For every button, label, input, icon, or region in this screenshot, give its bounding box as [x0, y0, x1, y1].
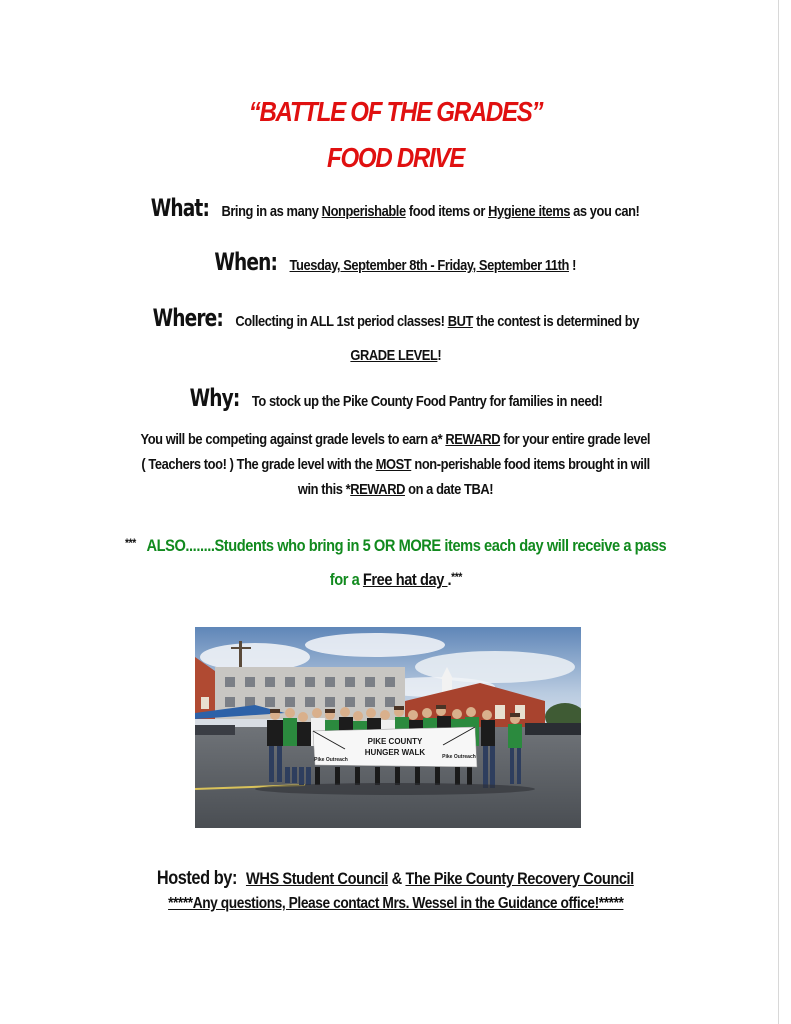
org-pike-county-recovery-council: The Pike County Recovery Council [405, 869, 634, 888]
competition-line-2 [0, 456, 791, 474]
hunger-walk-photo [195, 627, 581, 828]
most-word: MOST [375, 456, 412, 473]
competition-text-3a: win this * [297, 481, 351, 498]
nonperishable-link: Nonperishable [322, 203, 407, 220]
also-text: Students who bring in 5 OR MORE items each day will receive a pass [214, 536, 667, 555]
why-row [0, 384, 791, 412]
competition-text-3b: on a date TBA! [404, 481, 494, 498]
competition-text-2a: ( Teachers too! ) The grade level with the [141, 456, 376, 473]
banner-line-2: HUNGER WALK [364, 748, 426, 757]
why-text: To stock up the Pike County Food Pantry for families in need! [251, 393, 602, 410]
also-word: ALSO........ [146, 536, 215, 555]
when-label: When: [214, 248, 278, 276]
also-line-1 [0, 536, 791, 556]
contact-text: *****Any questions, Please contact Mrs. Wessel in the Guidance office!***** [167, 895, 624, 912]
reward-word-2: REWARD [350, 481, 405, 498]
where-label: Where: [152, 304, 223, 332]
competition-text-1a: You will be competing against grade levels to earn a* [140, 431, 446, 448]
hunger-walk-banner [313, 727, 477, 767]
when-row [0, 248, 791, 276]
competition-line-3 [0, 481, 791, 499]
why-label: Why: [189, 384, 239, 412]
org-whs-student-council: WHS Student Council [246, 869, 389, 888]
grade-level-word: GRADE LEVEL [350, 347, 438, 364]
when-dates: Tuesday, September 8th - Friday, September 11th [289, 257, 570, 274]
hosted-label: Hosted by: [157, 868, 238, 889]
hat-day-period: . [447, 570, 451, 589]
banner-side-right: Pike Outreach [442, 754, 476, 760]
hygiene-items-link: Hygiene items [488, 203, 571, 220]
stars-left: *** [124, 536, 136, 550]
when-end: ! [569, 257, 577, 274]
banner-line-1: PIKE COUNTY [367, 737, 423, 746]
competition-text-2b: non-perishable food items brought in will [411, 456, 650, 473]
what-text-2: food items or [406, 203, 489, 220]
contact-row [0, 895, 791, 913]
where-row [0, 304, 791, 332]
stars-right: *** [450, 570, 462, 584]
grade-level-row [0, 347, 791, 365]
where-text-2: the contest is determined by [472, 313, 639, 330]
banner-side-left: Pike Outreach [314, 757, 348, 763]
where-text-1: Collecting in ALL 1st period classes! [235, 313, 448, 330]
what-text-1: Bring in as many [221, 203, 323, 220]
what-row [0, 194, 791, 222]
title-line-2: FOOD DRIVE [327, 142, 464, 173]
hosted-row [0, 868, 791, 890]
free-hat-day: Free hat day [362, 570, 448, 589]
reward-word-1: REWARD [445, 431, 501, 448]
grade-level-end: ! [437, 347, 441, 364]
but-word: BUT [447, 313, 473, 330]
also-line-2 [0, 570, 791, 590]
title-line-1: “BATTLE OF THE GRADES” [248, 96, 543, 127]
center-building [215, 667, 405, 725]
for-a-text: for a [329, 570, 363, 589]
competition-line-1 [0, 431, 791, 449]
competition-text-1b: for your entire grade level [500, 431, 651, 448]
what-text-3: as you can! [570, 203, 640, 220]
hosted-amp: & [388, 869, 406, 888]
what-label: What: [151, 194, 210, 222]
